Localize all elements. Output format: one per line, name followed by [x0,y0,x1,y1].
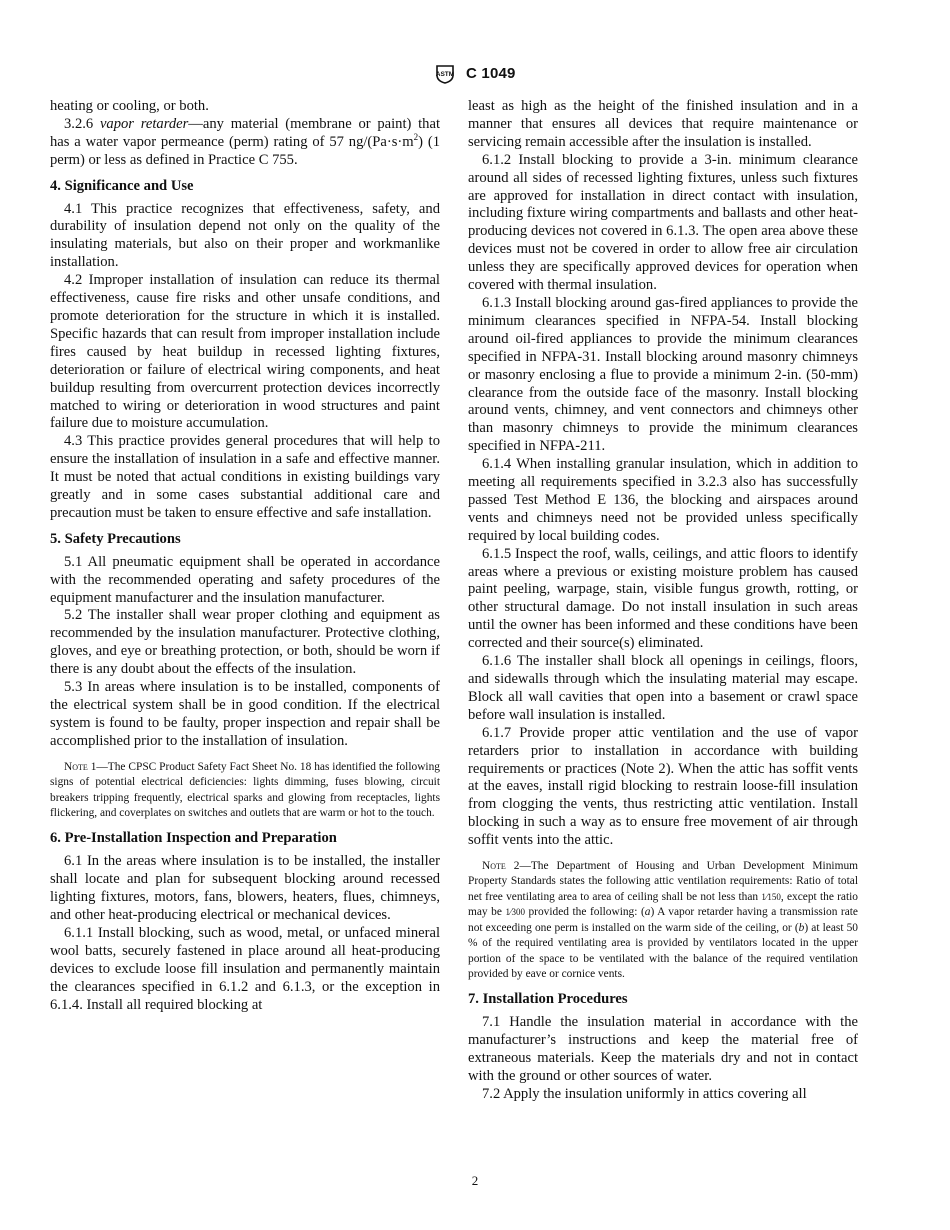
paragraph-5-2: 5.2 The installer shall wear proper clothing and equipment as recommended by the insulation manufacturer. Protective clothing, gloves, and eye or breathing protection, or both, should be worn if there is any doubt about the effects of the insulation. [50,607,440,678]
astm-logo [434,64,456,84]
paragraph-4-2: 4.2 Improper installation of insulation can reduce its thermal effectiveness, cause fire risks and other unsafe conditions, and promote deterioration for the structure in which it is installed. Specific hazards that can result from improper installation include fires caused by heat buildup in recessed lighting fixtures, deterioration or failure of electrical wiring components, and heat buildup resulting from overcurrent protection devices incorrectly matched to wiring or deterioration in wood structures and paint failure due to moisture accumulation. [50,272,440,432]
right-column [468,98,858,1104]
section-heading-7: 7. Installation Procedures [468,991,628,1008]
page-number: 2 [471,1173,479,1188]
paragraph-6-1-1: 6.1.1 Install blocking, such as wood, metal, or unfaced mineral wool batts, securely fastened in place around all heat-producing devices to exclude loose fill insulation and permanently maintain the clearances specified in 6.1.2 and 6.1.3, or the exception in 6.1.4. Install all required blocking at [50,924,440,1013]
paragraph-5-1: 5.1 All pneumatic equipment shall be operated in accordance with the recommended operating and safety procedures of the equipment manufacturer and the insulation manufacturer. [50,553,440,606]
paragraph-6-1-5: 6.1.5 Inspect the roof, walls, ceilings, and attic floors to identify areas where a previous or existing moisture problem has caused paint peeling, warpage, stain, visible fungus growth, rotting, or other structural damage. Do not install insulation in such areas until the owner has been informed and these conditions have been corrected and their source(s) eliminated. [468,545,858,652]
paragraph-6-1-3: 6.1.3 Install blocking around gas-fired appliances to provide the minimum clearances specified in NFPA-54. Install blocking around oil-fired appliances to provide the minimum clearances specified in NFPA-31. Install blocking around masonry chimneys or masonry enclosing a flue to provide a minimum 2-in. (50-mm) clearance from the outside face of the masonry. Install blocking around vents, chimney, and vent connectors and chimneys other than masonry chimneys to provide the minimum clearances specified in NFPA-211. [468,294,858,455]
section-heading-6: 6. Pre-Installation Inspection and Preparation [50,830,337,847]
paragraph-6-1-2: 6.1.2 Install blocking to provide a 3-in. minimum clearance around all sides of recessed lighting fixtures, unless such fixtures are approved for installation in direct contact with insulation, including fixture wiring compartments and ballasts and other heat-producing devices not covered in 6.1.3. The open area above these devices must not be covered in order to allow free air circulation unless they are specifically approved devices for operation when covered with thermal insulation. [468,151,858,294]
svg-text:ASTM: ASTM [436,71,455,78]
paragraph-6-1-4: 6.1.4 When installing granular insulation, which in addition to meeting all requirements specified in 3.2.3 also has successfully passed Test Method E 136, the blocking and airspaces around vents and chimneys need not be provided unless specifically required by local building codes. [468,456,858,544]
paragraph-3-2-6: 3.2.6 vapor retarder—any material (membrane or paint) that has a water vapor permeance (perm) rating of 57 $ng/(Pa\cdot s\cdot m^2)$ (1 perm) or less as defined in Practice C 755. [50,115,440,168]
paragraph-7-2: 7.2 Apply the insulation uniformly in attics covering all [482,1085,807,1102]
paragraph-6-1: 6.1 In the areas where insulation is to be installed, the installer shall locate and plan for subsequent blocking around recessed lighting fixtures, motors, fans, blowers, heaters, flues, chimneys, and other heat-producing electrical or mechanical devices. [50,853,440,923]
standard-designation: C 1049 [466,65,516,83]
section-heading-5: 5. Safety Precautions [50,530,181,547]
note-2: Note 2—The Department of Housing and Urban Development Minimum Property Standards states the following attic ventilation requirements: Ratio of total net free ventilating area to area of ceiling shall be not less than 1⁄150, except the ratio may be 1⁄300 provided the following: (a) A vapor retarder having a transmission rate not exceeding one perm is installed on the warm side of the ceiling, or (b) at least 50 % of the required ventilating area is provided by ventilators located in the upper portion of the space to be ventilated with the balance of the required ventilation provided by eave or cornice vents. [468,860,858,980]
paragraph-6-1-7: 6.1.7 Provide proper attic ventilation and the use of vapor retarders prior to installation in accordance with building requirements or practices (Note 2). When the attic has soffit vents at the eaves, install rigid blocking to restrain loose-fill insulation from clogging the vents, thus restricting attic ventilation. Install blocking in such a way as to ensure free movement of air through soffit vents into the attic. [468,724,858,849]
paragraph-4-1: 4.1 This practice recognizes that effectiveness, safety, and durability of insulation depend not only on the quality of the insulating materials, but also on their proper and workmanlike installation. [50,200,440,271]
left-column [50,98,440,1014]
paragraph-4-3: 4.3 This practice provides general procedures that will help to ensure the installation of insulation in a safe and effective manner. It must be noted that actual conditions in existing buildings vary greatly and in some cases substantial additional care and precaution must be taken to ensure effective and safe installation. [50,433,440,521]
note-1: Note 1—The CPSC Product Safety Fact Sheet No. 18 has identified the following signs of potential electrical deficiencies: lights dimming, fuses blowing, circuit breakers tripping frequently, electrical sparks and glowing from receptacles, lights flickering, and coverplates on switches and outlets that are warm or hot to the touch. [50,760,440,819]
fraction-1-300: 1⁄300 [505,907,525,918]
paragraph-6-1-6: 6.1.6 The installer shall block all openings in ceilings, floors, and sidewalls through which the insulating material may escape. Block all wall cavities that open into a basement or crawl space before wall insulation is installed. [468,653,858,723]
paragraph-continued: heating or cooling, or both. [50,98,209,114]
term-vapor-retarder: vapor retarder [99,115,189,132]
paragraph-continued-right: least as high as the height of the finished insulation and in a manner that ensures all devices that require maintenance or servicing remain accessible after the insulation is installed. [468,98,858,150]
paragraph-7-1: 7.1 Handle the insulation material in accordance with the manufacturer’s instructions and keep the material free of extraneous materials. Keep the materials dry and not in contact with the ground or other sources of water. [468,1014,858,1084]
paragraph-5-3: 5.3 In areas where insulation is to be installed, components of the electrical system shall be in good condition. If the electrical system is found to be faulty, proper inspection and repair shall be accomplished prior to the installation of insulation. [50,679,440,749]
section-heading-4: 4. Significance and Use [50,177,194,194]
fraction-1-150: 1⁄150 [761,891,781,902]
page-header [0,64,950,86]
